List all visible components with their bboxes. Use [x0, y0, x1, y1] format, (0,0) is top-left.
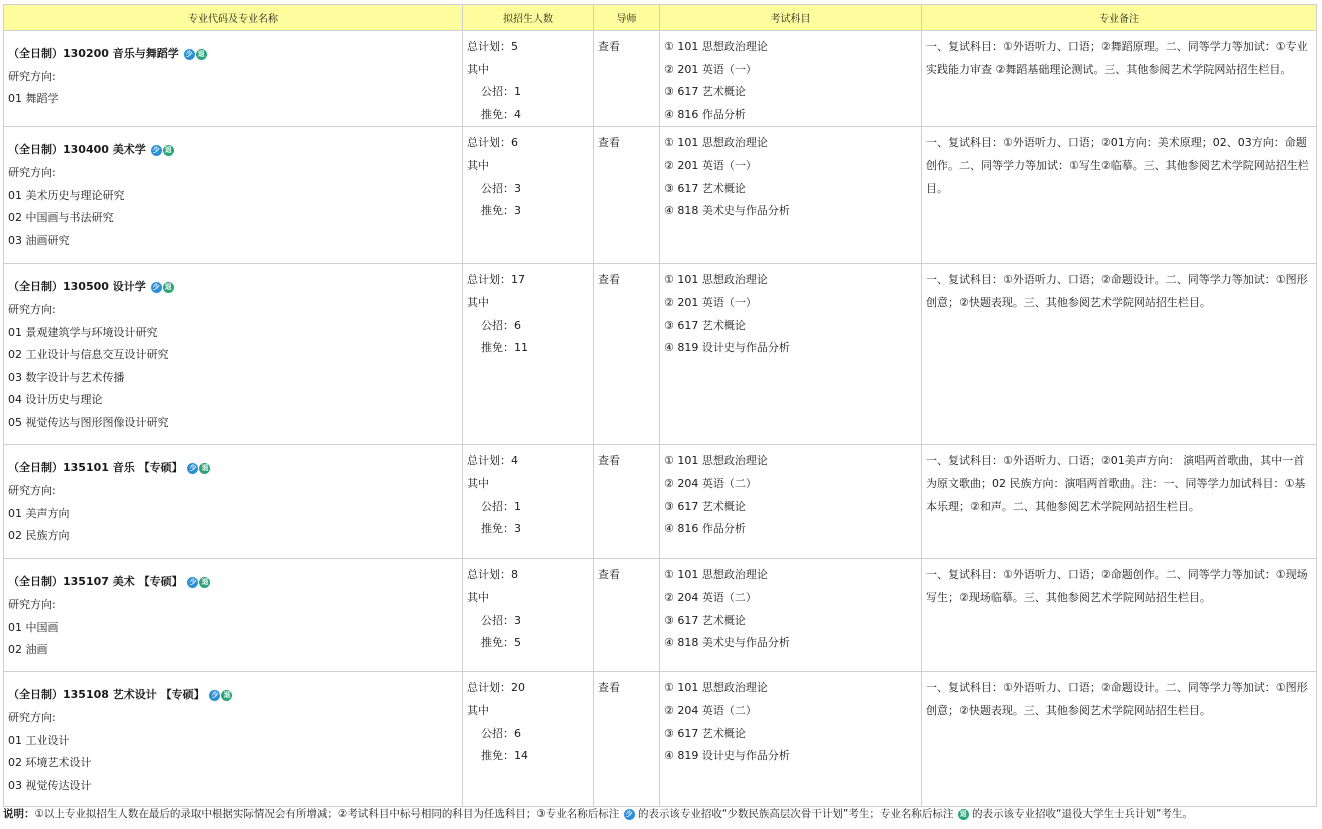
exam-subject: ④ 819 设计史与作品分析: [664, 341, 790, 355]
exam-subject: ③ 617 艺术概论: [664, 85, 746, 99]
quota-among: 其中: [467, 295, 489, 309]
major-cell: [4, 127, 463, 264]
tutor-cell: [594, 445, 660, 559]
direction-item: 01 舞蹈学: [8, 92, 59, 106]
quota-total: 总计划：17: [467, 273, 525, 287]
major-cell: [4, 264, 463, 445]
quota-total: 总计划：8: [467, 568, 518, 582]
exam-subject: ② 204 英语（二）: [664, 590, 757, 604]
table-row: [4, 445, 1317, 559]
table-row: [4, 127, 1317, 264]
footnote-text-2: 的表示该专业招收“少数民族高层次骨干计划”考生；专业名称后标注: [637, 808, 954, 820]
exam-subject: ④ 818 美术史与作品分析: [664, 204, 790, 218]
exam-subject: ② 204 英语（二）: [664, 703, 757, 717]
direction-item: 01 美声方向: [8, 506, 70, 520]
quota-among: 其中: [467, 703, 489, 717]
exam-subject: ④ 816 作品分析: [664, 522, 746, 536]
tutor-cell: [594, 672, 660, 807]
minority-plan-icon: 少: [152, 283, 160, 292]
admissions-table: [3, 4, 1317, 807]
exams-cell: [660, 31, 922, 127]
directions-label: 研究方向:: [8, 710, 56, 724]
directions-label: 研究方向:: [8, 483, 56, 497]
quota-public: 公招：1: [481, 85, 521, 99]
quota-among: 其中: [467, 590, 489, 604]
quota-exempt: 推免：5: [481, 636, 521, 650]
exam-subject: ① 101 思想政治理论: [664, 454, 768, 468]
quota-cell: [463, 31, 594, 127]
exam-subject: ② 204 英语（二）: [664, 476, 757, 490]
exam-subject: ④ 816 作品分析: [664, 107, 746, 121]
header-major: 专业代码及专业名称: [4, 5, 463, 31]
notes-cell: [922, 559, 1317, 672]
major-name: （全日制）135107 美术 【专硕】 少 退: [8, 575, 209, 589]
major-notes: 一、复试科目：①外语听力、口语；②01方向：美术原理；02、03方向：命题创作。二、同等学力等加试：①写生②临摹。三、其他参阅艺术学院网站招生栏目。: [926, 136, 1309, 195]
quota-public: 公招：6: [481, 318, 521, 332]
major-name: （全日制）135108 艺术设计 【专硕】 少 退: [8, 688, 231, 702]
exam-subject: ① 101 思想政治理论: [664, 40, 768, 53]
major-cell: [4, 445, 463, 559]
exam-subject: ④ 818 美术史与作品分析: [664, 636, 790, 650]
notes-cell: [922, 31, 1317, 127]
major-name: （全日制）130400 美术学 少 退: [8, 143, 172, 157]
direction-item: 01 工业设计: [8, 733, 70, 747]
quota-public: 公招：3: [481, 613, 521, 627]
table-header-row: [4, 5, 1317, 31]
quota-exempt: 推免：3: [481, 204, 521, 218]
exam-subject: ③ 617 艺术概论: [664, 181, 746, 195]
tutor-cell: [594, 559, 660, 672]
direction-item: 02 油画: [8, 643, 48, 657]
quota-cell: [463, 445, 594, 559]
table-row: [4, 559, 1317, 672]
exam-subject: ② 201 英语（一）: [664, 295, 757, 309]
exam-subject: ③ 617 艺术概论: [664, 726, 746, 740]
view-tutor-link[interactable]: 查看: [598, 136, 620, 150]
exams-cell: [660, 127, 922, 264]
table-row: [4, 264, 1317, 445]
minority-plan-icon: 少: [189, 464, 197, 473]
major-notes: 一、复试科目：①外语听力、口语；②命题设计。二、同等学力等加试：①图形创意；②快题表现。三、其他参阅艺术学院网站招生栏目。: [926, 681, 1308, 717]
quota-total: 总计划：4: [467, 454, 518, 468]
tutor-cell: [594, 31, 660, 127]
minority-plan-icon: 少: [189, 578, 197, 587]
major-cell: [4, 672, 463, 807]
header-quota: 拟招生人数: [463, 5, 594, 31]
quota-total: 总计划：6: [467, 136, 518, 150]
header-notes: 专业备注: [922, 5, 1317, 31]
directions-label: 研究方向:: [8, 597, 56, 611]
quota-exempt: 推免：4: [481, 107, 521, 121]
direction-item: 02 民族方向: [8, 529, 70, 543]
exam-subject: ③ 617 艺术概论: [664, 318, 746, 332]
direction-item: 05 视觉传达与图形图像设计研究: [8, 415, 169, 429]
major-name: （全日制）130200 音乐与舞蹈学 少 退: [8, 47, 205, 60]
veteran-plan-icon: 退: [223, 691, 231, 700]
major-notes: 一、复试科目：①外语听力、口语；②命题创作。二、同等学力等加试：①现场写生；②现场临摹。三、其他参阅艺术学院网站招生栏目。: [926, 568, 1308, 604]
direction-item: 02 环境艺术设计: [8, 756, 92, 770]
exams-cell: [660, 559, 922, 672]
veteran-plan-icon: 退: [201, 464, 209, 473]
quota-total: 总计划：20: [467, 681, 525, 695]
veteran-plan-icon: 退: [201, 578, 209, 587]
direction-item: 01 景观建筑学与环境设计研究: [8, 325, 158, 339]
view-tutor-link[interactable]: 查看: [598, 40, 620, 53]
direction-item: 01 美术历史与理论研究: [8, 188, 125, 202]
quota-cell: [463, 559, 594, 672]
major-name: （全日制）130500 设计学 少 退: [8, 280, 172, 294]
table-row: [4, 672, 1317, 807]
directions-label: 研究方向:: [8, 69, 56, 83]
veteran-plan-icon: 退: [164, 283, 172, 292]
exam-subject: ① 101 思想政治理论: [664, 273, 768, 287]
minority-plan-icon: 少: [185, 50, 193, 58]
view-tutor-link[interactable]: 查看: [598, 681, 620, 695]
exam-subject: ① 101 思想政治理论: [664, 681, 768, 695]
quota-exempt: 推免：14: [481, 749, 528, 763]
view-tutor-link[interactable]: 查看: [598, 568, 620, 582]
notes-cell: [922, 127, 1317, 264]
header-exams: 考试科目: [660, 5, 922, 31]
exams-cell: [660, 264, 922, 445]
veteran-plan-icon: 退: [959, 810, 967, 818]
footnote: [3, 805, 1319, 823]
minority-plan-icon: 少: [625, 810, 633, 818]
major-notes: 一、复试科目：①外语听力、口语；②舞蹈原理。二、同等学力等加试：①专业实践能力审查 ②舞蹈基础理论测试。三、其他参阅艺术学院网站招生栏目。: [926, 40, 1308, 76]
footnote-label: 说明：: [3, 808, 35, 820]
veteran-plan-icon: 退: [164, 146, 172, 155]
quota-public: 公招：3: [481, 181, 521, 195]
directions-label: 研究方向:: [8, 165, 56, 179]
view-tutor-link[interactable]: 查看: [598, 273, 620, 287]
quota-among: 其中: [467, 158, 489, 172]
quota-among: 其中: [467, 62, 489, 76]
notes-cell: [922, 264, 1317, 445]
major-cell: [4, 31, 463, 127]
quota-among: 其中: [467, 476, 489, 490]
exams-cell: [660, 672, 922, 807]
exam-subject: ③ 617 艺术概论: [664, 613, 746, 627]
table-row: [4, 31, 1317, 127]
quota-cell: [463, 127, 594, 264]
exam-subject: ④ 819 设计史与作品分析: [664, 749, 790, 763]
direction-item: 01 中国画: [8, 620, 59, 634]
footnote-text-1: ①以上专业拟招生人数在最后的录取中根据实际情况会有所增减；②考试科目中标号相同的科目为任选科目；③专业名称后标注: [34, 808, 620, 820]
quota-exempt: 推免：11: [481, 341, 528, 355]
tutor-cell: [594, 264, 660, 445]
direction-item: 02 工业设计与信息交互设计研究: [8, 348, 169, 362]
notes-cell: [922, 672, 1317, 807]
direction-item: 03 油画研究: [8, 233, 70, 247]
major-cell: [4, 559, 463, 672]
exams-cell: [660, 445, 922, 559]
quota-public: 公招：1: [481, 499, 521, 513]
view-tutor-link[interactable]: 查看: [598, 454, 620, 468]
direction-item: 02 中国画与书法研究: [8, 211, 114, 225]
quota-cell: [463, 264, 594, 445]
direction-item: 03 数字设计与艺术传播: [8, 370, 125, 384]
direction-item: 04 设计历史与理论: [8, 393, 103, 407]
major-notes: 一、复试科目：①外语听力、口语；②01美声方向： 演唱两首歌曲，其中一首为原文歌曲；02 民族方向：演唱两首歌曲。注：一、同等学力加试科目：①基本乐理；②和声。二、其他参阅艺术学院网站招生栏目。: [926, 454, 1306, 513]
major-notes: 一、复试科目：①外语听力、口语；②命题设计。二、同等学力等加试：①图形创意；②快题表现。三、其他参阅艺术学院网站招生栏目。: [926, 273, 1308, 309]
minority-plan-icon: 少: [211, 691, 219, 700]
footnote-text-3: 的表示该专业招收“退役大学生士兵计划”考生。: [972, 808, 1193, 820]
veteran-plan-icon: 退: [197, 50, 205, 58]
major-name: （全日制）135101 音乐 【专硕】 少 退: [8, 461, 209, 475]
exam-subject: ① 101 思想政治理论: [664, 568, 768, 582]
notes-cell: [922, 445, 1317, 559]
header-tutor: 导师: [594, 5, 660, 31]
minority-plan-icon: 少: [152, 146, 160, 155]
quota-total: 总计划：5: [467, 40, 518, 53]
exam-subject: ② 201 英语（一）: [664, 62, 757, 76]
quota-cell: [463, 672, 594, 807]
exam-subject: ① 101 思想政治理论: [664, 136, 768, 150]
quota-exempt: 推免：3: [481, 522, 521, 536]
exam-subject: ② 201 英语（一）: [664, 158, 757, 172]
exam-subject: ③ 617 艺术概论: [664, 499, 746, 513]
tutor-cell: [594, 127, 660, 264]
directions-label: 研究方向:: [8, 302, 56, 316]
direction-item: 03 视觉传达设计: [8, 778, 92, 792]
quota-public: 公招：6: [481, 726, 521, 740]
